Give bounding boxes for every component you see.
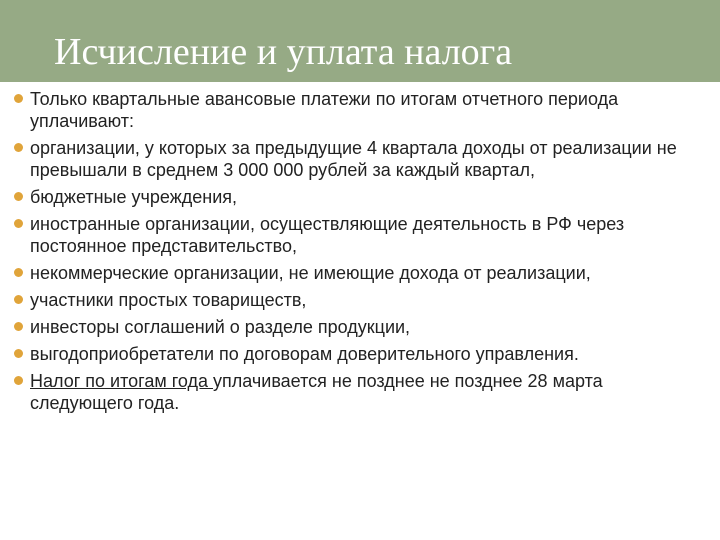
- list-item: [14, 186, 704, 208]
- list-item-text: уплачивается не позднее не позднее 28 марта следующего года.: [30, 371, 603, 413]
- list-item: [14, 370, 704, 414]
- title-bar-top: [0, 0, 720, 10]
- title-divider: [0, 82, 720, 85]
- bullet-dot-icon: [14, 376, 23, 385]
- list-item-text: инвесторы соглашений о разделе продукции,: [30, 317, 411, 337]
- title-bar: [0, 10, 720, 82]
- underlined-phrase: Налог по итогам года: [30, 371, 214, 391]
- list-item-text: выгодоприобретатели по договорам доверительного управления.: [30, 344, 579, 364]
- bullet-list: [14, 88, 704, 419]
- list-item-text: Только квартальные авансовые платежи по итогам отчетного периода уплачивают:: [30, 89, 619, 131]
- list-item-text: бюджетные учреждения,: [30, 187, 237, 207]
- list-item-text: некоммерческие организации, не имеющие дохода от реализации,: [30, 263, 591, 283]
- list-item: [14, 262, 704, 284]
- slide-title: Исчисление и уплата налога: [54, 31, 513, 73]
- list-item-text: участники простых товариществ,: [30, 290, 307, 310]
- bullet-dot-icon: [14, 192, 23, 201]
- list-item: [14, 137, 704, 181]
- list-item: [14, 88, 704, 132]
- list-item-text: организации, у которых за предыдущие 4 квартала доходы от реализации не превышали в среднем 3 000 000 рублей за каждый квартал,: [30, 138, 677, 180]
- bullet-dot-icon: [14, 268, 23, 277]
- bullet-dot-icon: [14, 143, 23, 152]
- bullet-dot-icon: [14, 349, 23, 358]
- list-item: [14, 316, 704, 338]
- bullet-dot-icon: [14, 295, 23, 304]
- bullet-dot-icon: [14, 219, 23, 228]
- list-item-text: иностранные организации, осуществляющие деятельность в РФ через постоянное представительство,: [30, 214, 625, 256]
- list-item: [14, 289, 704, 311]
- list-item: [14, 343, 704, 365]
- bullet-dot-icon: [14, 94, 23, 103]
- bullet-dot-icon: [14, 322, 23, 331]
- list-item: [14, 213, 704, 257]
